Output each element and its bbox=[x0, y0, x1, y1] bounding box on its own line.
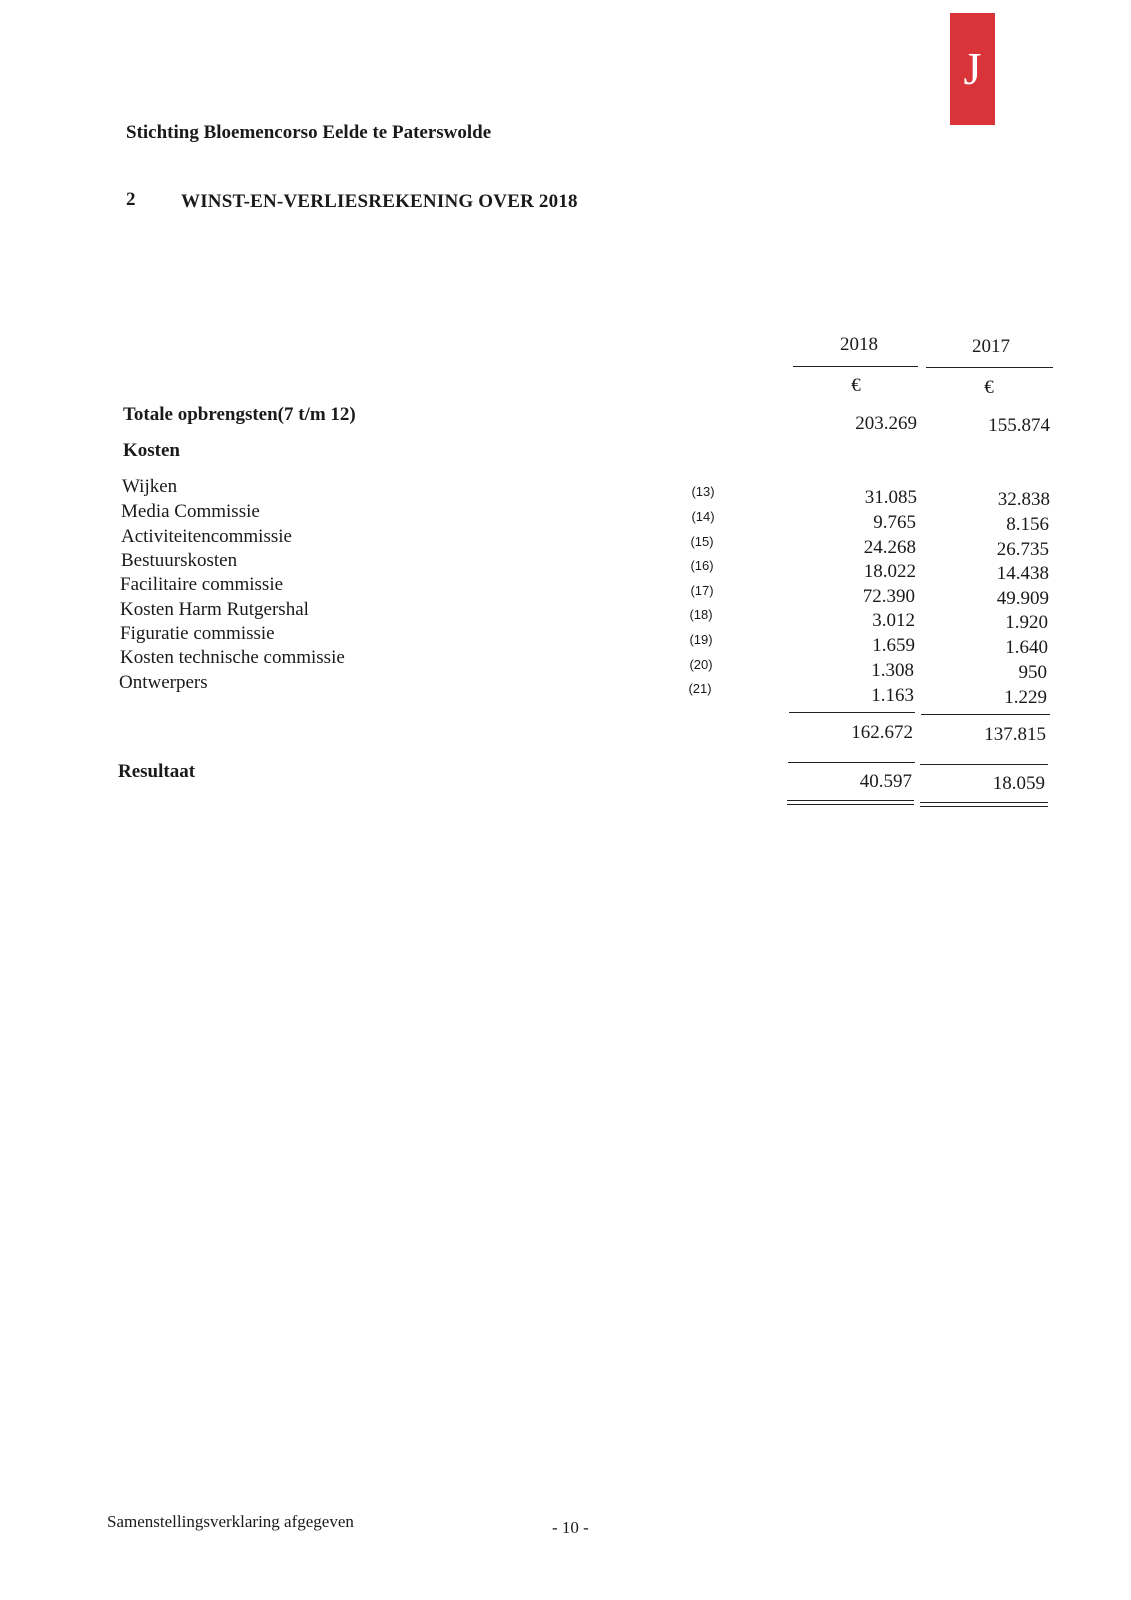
revenue-previous: 155.874 bbox=[988, 415, 1050, 436]
year-previous-header: 2017 bbox=[972, 336, 1010, 357]
year-current-rule bbox=[793, 366, 918, 367]
cost-note: (15) bbox=[690, 534, 714, 549]
cost-previous: 1.229 bbox=[1004, 687, 1047, 708]
cost-previous: 950 bbox=[1018, 662, 1047, 683]
cost-previous: 1.920 bbox=[1005, 612, 1048, 633]
subtotal-rule-previous bbox=[921, 714, 1050, 715]
result-label: Resultaat bbox=[118, 761, 196, 782]
currency-current: € bbox=[851, 375, 861, 396]
cost-note: (13) bbox=[691, 484, 715, 499]
revenue-current: 203.269 bbox=[855, 413, 917, 434]
cost-note: (21) bbox=[688, 681, 712, 696]
cost-label: Ontwerpers bbox=[119, 672, 208, 693]
cost-previous: 1.640 bbox=[1005, 637, 1048, 658]
year-previous-rule bbox=[926, 367, 1053, 368]
cost-note: (14) bbox=[691, 509, 715, 524]
cost-note: (20) bbox=[689, 657, 713, 672]
subtotal-rule-current bbox=[789, 712, 915, 713]
cost-previous: 8.156 bbox=[1006, 514, 1049, 535]
result-rule-previous bbox=[920, 764, 1048, 765]
result-double-rule-previous-1 bbox=[920, 802, 1048, 803]
cost-label: Facilitaire commissie bbox=[120, 574, 284, 595]
cost-label: Figuratie commissie bbox=[120, 623, 275, 644]
cost-previous: 32.838 bbox=[997, 489, 1050, 510]
result-double-rule-current-1 bbox=[787, 800, 914, 801]
cost-previous: 14.438 bbox=[996, 563, 1049, 584]
result-previous: 18.059 bbox=[992, 773, 1045, 794]
organization-name: Stichting Bloemencorso Eelde te Paterswolde bbox=[126, 122, 492, 143]
page-number: - 10 - bbox=[552, 1518, 589, 1537]
result-rule-current bbox=[788, 762, 915, 763]
cost-label: Media Commissie bbox=[121, 501, 260, 522]
cost-current: 31.085 bbox=[864, 487, 917, 508]
cost-note: (17) bbox=[690, 583, 714, 598]
section-number: 2 bbox=[126, 189, 136, 210]
cost-current: 24.268 bbox=[863, 537, 916, 558]
logo-letter: J bbox=[963, 43, 982, 94]
cost-label: Activiteitencommissie bbox=[121, 526, 292, 547]
cost-label: Wijken bbox=[122, 476, 178, 497]
logo bbox=[950, 13, 995, 125]
revenue-label: Totale opbrengsten(7 t/m 12) bbox=[123, 404, 356, 425]
costs-total-current: 162.672 bbox=[851, 722, 913, 743]
cost-current: 72.390 bbox=[862, 586, 915, 607]
costs-heading: Kosten bbox=[123, 440, 180, 461]
year-current-header: 2018 bbox=[840, 334, 878, 355]
cost-label: Kosten technische commissie bbox=[120, 647, 345, 668]
costs-total-previous: 137.815 bbox=[984, 724, 1046, 745]
footer-statement: Samenstellingsverklaring afgegeven bbox=[107, 1512, 354, 1531]
result-double-rule-current-2 bbox=[787, 804, 914, 805]
cost-note: (16) bbox=[690, 558, 714, 573]
cost-current: 3.012 bbox=[872, 610, 915, 631]
section-title: WINST-EN-VERLIESREKENING OVER 2018 bbox=[181, 191, 578, 212]
cost-previous: 26.735 bbox=[996, 539, 1049, 560]
cost-current: 1.659 bbox=[872, 635, 915, 656]
result-current: 40.597 bbox=[859, 771, 912, 792]
cost-previous: 49.909 bbox=[996, 588, 1049, 609]
cost-label: Bestuurskosten bbox=[121, 550, 238, 571]
cost-note: (19) bbox=[689, 632, 713, 647]
cost-current: 1.308 bbox=[871, 660, 914, 681]
cost-label: Kosten Harm Rutgershal bbox=[120, 599, 309, 620]
currency-previous: € bbox=[984, 377, 994, 398]
cost-note: (18) bbox=[689, 607, 713, 622]
cost-current: 1.163 bbox=[871, 685, 914, 706]
result-double-rule-previous-2 bbox=[920, 806, 1048, 807]
cost-current: 18.022 bbox=[863, 561, 916, 582]
cost-current: 9.765 bbox=[873, 512, 916, 533]
